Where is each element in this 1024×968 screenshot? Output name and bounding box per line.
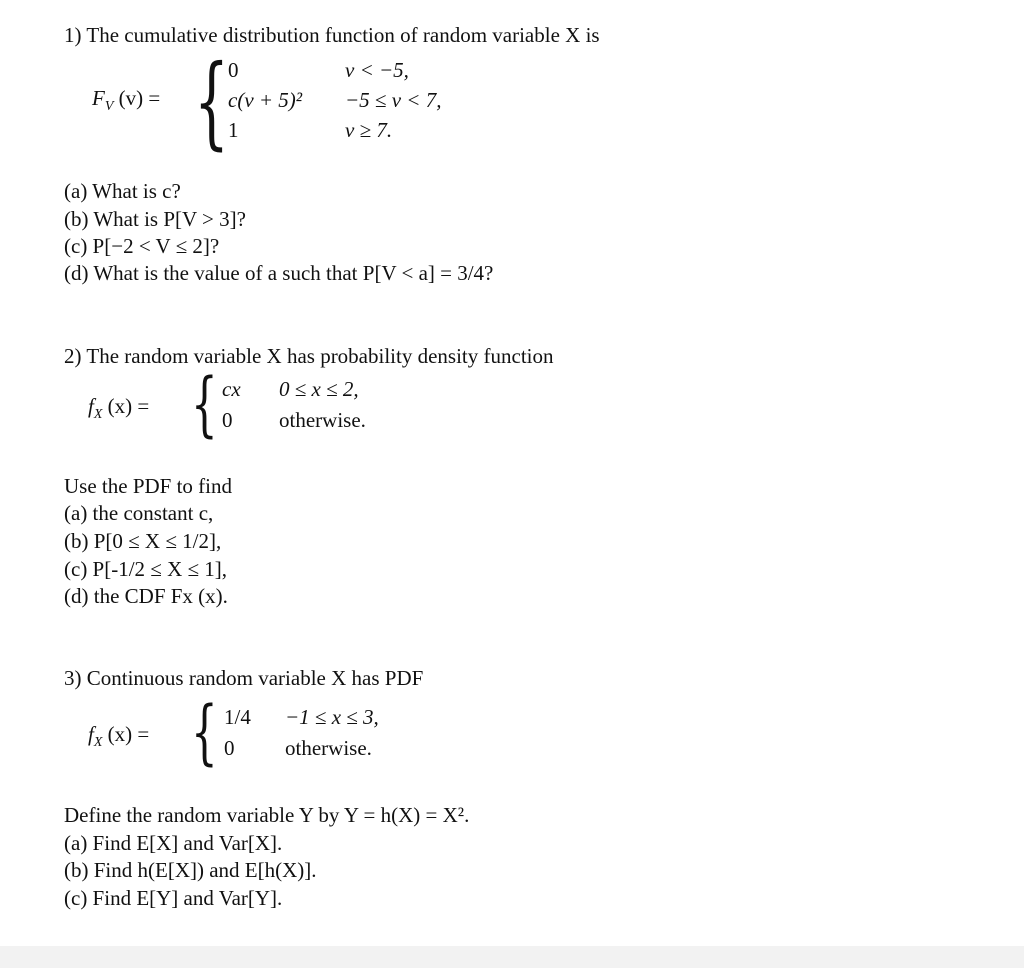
question-2d: (d) the CDF Fx (x). (64, 584, 228, 608)
case-1-condition: 0 ≤ x ≤ 2, (279, 377, 359, 401)
case-3-expr: 1 (228, 118, 239, 142)
case-1-condition: v < −5, (345, 58, 409, 82)
question-2b: (b) P[0 ≤ X ≤ 1/2], (64, 529, 222, 553)
case-3-condition: v ≥ 7. (345, 118, 393, 142)
problem-3-function-label (88, 722, 149, 755)
question-3c: (c) Find E[Y] and Var[Y]. (64, 886, 283, 910)
function-name: F (92, 86, 105, 110)
case-1-expr: 1/4 (224, 705, 251, 729)
case-2-expr: 0 (224, 736, 235, 760)
question-1c: (c) P[−2 < V ≤ 2]? (64, 234, 220, 258)
case-2-condition: −5 ≤ v < 7, (345, 88, 442, 112)
function-name: f (88, 722, 94, 746)
problem-2-heading: 2) The random variable X has probability density function (64, 344, 554, 368)
case-2-condition: otherwise. (285, 736, 372, 760)
case-2-expr: 0 (222, 408, 233, 432)
cases-brace: { (191, 691, 218, 773)
case-2-expr: c(v + 5)² (228, 88, 303, 112)
question-2c: (c) P[-1/2 ≤ X ≤ 1], (64, 557, 228, 581)
case-1-expr: cx (222, 377, 241, 401)
function-argument: (x) = (102, 394, 150, 418)
function-argument: (x) = (102, 722, 150, 746)
function-name: f (88, 394, 94, 418)
question-3a: (a) Find E[X] and Var[X]. (64, 831, 283, 855)
question-3b: (b) Find h(E[X]) and E[h(X)]. (64, 858, 317, 882)
case-1-expr: 0 (228, 58, 239, 82)
problem-2-intro: Use the PDF to find (64, 474, 232, 498)
question-2a: (a) the constant c, (64, 501, 214, 525)
page-bottom-edge (0, 946, 1024, 968)
problem-1-heading: 1) The cumulative distribution function of random variable X is (64, 23, 600, 47)
case-1-condition: −1 ≤ x ≤ 3, (285, 705, 379, 729)
problem-3-heading: 3) Continuous random variable X has PDF (64, 666, 424, 690)
question-1b: (b) What is P[V > 3]? (64, 207, 246, 231)
cases-brace: { (191, 363, 218, 445)
function-subscript: X (93, 407, 103, 423)
function-argument: (v) = (113, 86, 161, 110)
cases-brace: { (194, 43, 229, 160)
problem-3-intro: Define the random variable Y by Y = h(X) = X². (64, 803, 470, 827)
question-1a: (a) What is c? (64, 179, 181, 203)
case-2-condition: otherwise. (279, 408, 366, 432)
problem-2-function-label (88, 394, 149, 427)
function-subscript: V (104, 99, 114, 115)
problem-1-function-label (92, 86, 160, 119)
function-subscript: X (93, 735, 103, 751)
question-1d: (d) What is the value of a such that P[V < a] = 3/4? (64, 261, 494, 285)
